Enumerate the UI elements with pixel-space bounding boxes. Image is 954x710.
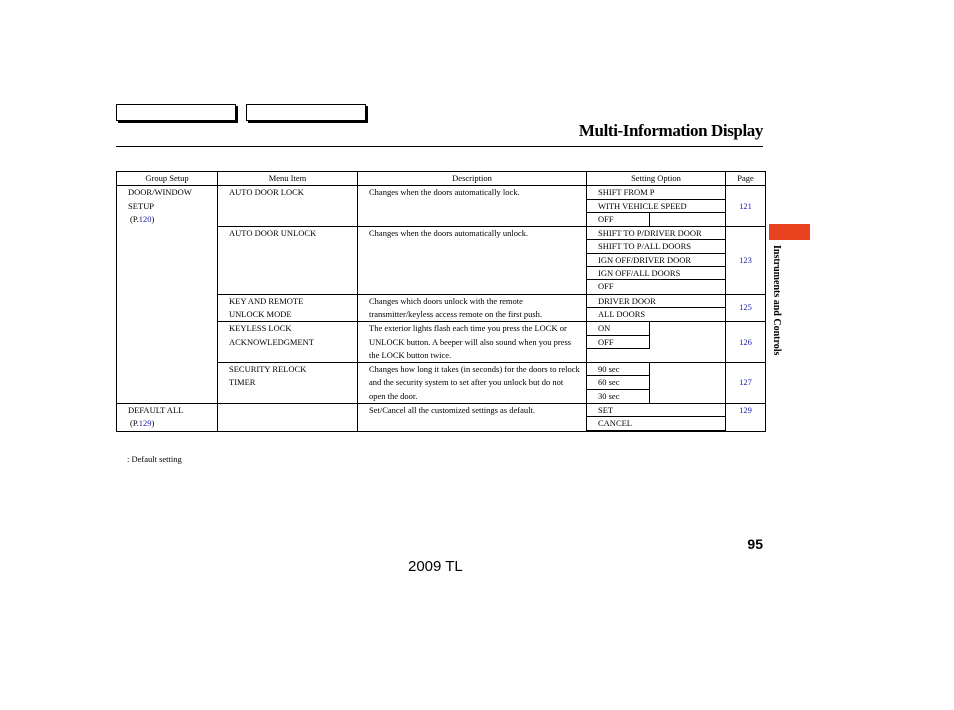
col-header-menu: Menu Item <box>218 172 358 186</box>
page-link[interactable]: 126 <box>726 322 766 363</box>
option-default: 30 sec <box>587 390 650 403</box>
option: 60 sec <box>587 376 650 389</box>
setting-options <box>587 404 726 432</box>
description: The exterior lights flash each time you press the LOCK or UNLOCK button. A beeper will also sound when you press the LOCK button twice. <box>358 322 587 363</box>
group-default-all <box>117 404 218 432</box>
setting-options <box>587 186 726 227</box>
group-page-ref <box>128 417 217 430</box>
nav-button-next[interactable] <box>246 104 366 121</box>
col-header-description: Description <box>358 172 587 186</box>
page-link[interactable]: 121 <box>726 186 766 227</box>
settings-table <box>116 171 766 432</box>
group-door-window <box>117 186 218 404</box>
footnote: : Default setting <box>127 454 182 464</box>
menu-item <box>218 363 358 404</box>
page-link[interactable]: 120 <box>138 213 152 224</box>
section-label: Instruments and Controls <box>771 245 782 356</box>
option: SHIFT TO P/ALL DOORS <box>587 240 725 253</box>
ref-prefix: (P. <box>130 418 139 429</box>
table-row <box>117 404 766 432</box>
table-row <box>117 186 766 227</box>
col-header-group: Group Setup <box>117 172 218 186</box>
option: DRIVER DOOR <box>587 295 725 308</box>
menu-item-line: KEYLESS LOCK <box>229 323 292 334</box>
title-rule <box>116 146 763 147</box>
col-header-setting: Setting Option <box>587 172 726 186</box>
setting-options <box>587 227 726 294</box>
option: 90 sec <box>587 363 650 376</box>
menu-item-line: UNLOCK MODE <box>229 308 292 319</box>
menu-item-line: KEY AND REMOTE <box>229 295 304 306</box>
section-tab <box>769 224 810 240</box>
menu-item: AUTO DOOR UNLOCK <box>218 227 358 294</box>
col-header-page: Page <box>726 172 766 186</box>
ref-suffix: ) <box>151 418 155 429</box>
ref-prefix: (P. <box>130 213 139 224</box>
setting-options <box>587 294 726 322</box>
menu-item-line: TIMER <box>229 377 256 388</box>
description: Changes when the doors automatically unlock. <box>358 227 587 294</box>
option: ALL DOORS <box>598 308 646 319</box>
option: SET <box>587 404 725 417</box>
option: IGN OFF/DRIVER DOOR <box>587 254 725 267</box>
ref-suffix: ) <box>151 213 155 224</box>
page-link[interactable]: 127 <box>726 363 766 404</box>
option: OFF <box>598 281 614 292</box>
option: WITH VEHICLE SPEED <box>587 200 725 213</box>
model-label: 2009 TL <box>408 558 463 575</box>
group-name: DOOR/WINDOW <box>128 187 192 198</box>
menu-item-line: ACKNOWLEDGMENT <box>229 336 314 347</box>
page-number: 95 <box>747 536 763 552</box>
option: SHIFT FROM P <box>587 186 725 199</box>
option-default: ON <box>587 322 650 335</box>
description: Set/Cancel all the customized settings as default. <box>358 404 587 432</box>
page-link[interactable]: 129 <box>726 404 766 432</box>
page-link[interactable]: 129 <box>138 418 152 429</box>
nav-button-prev[interactable] <box>116 104 236 121</box>
description: Changes how long it takes (in seconds) for the doors to relock and the security system to set after you unlock but do not open the door. <box>358 363 587 404</box>
page-link[interactable]: 123 <box>726 227 766 294</box>
option-default: OFF <box>587 213 650 226</box>
page-link[interactable]: 125 <box>726 294 766 322</box>
group-name-cont: SETUP <box>128 200 154 211</box>
page-title: Multi-Information Display <box>578 121 763 140</box>
menu-item-line: SECURITY RELOCK <box>229 364 307 375</box>
group-name: DEFAULT ALL <box>128 405 184 416</box>
setting-options <box>587 322 726 363</box>
option: OFF <box>587 336 650 349</box>
setting-options <box>587 363 726 404</box>
option-default: CANCEL <box>587 417 725 430</box>
menu-item <box>218 322 358 363</box>
menu-item <box>218 404 358 432</box>
option: IGN OFF/ALL DOORS <box>587 267 725 280</box>
description: Changes when the doors automatically lock. <box>358 186 587 227</box>
description: Changes which doors unlock with the remote transmitter/keyless access remote on the first push. <box>358 294 587 322</box>
menu-item: AUTO DOOR LOCK <box>218 186 358 227</box>
menu-item <box>218 294 358 322</box>
table-header-row <box>117 172 766 186</box>
option: SHIFT TO P/DRIVER DOOR <box>587 227 725 240</box>
group-page-ref <box>128 213 217 226</box>
